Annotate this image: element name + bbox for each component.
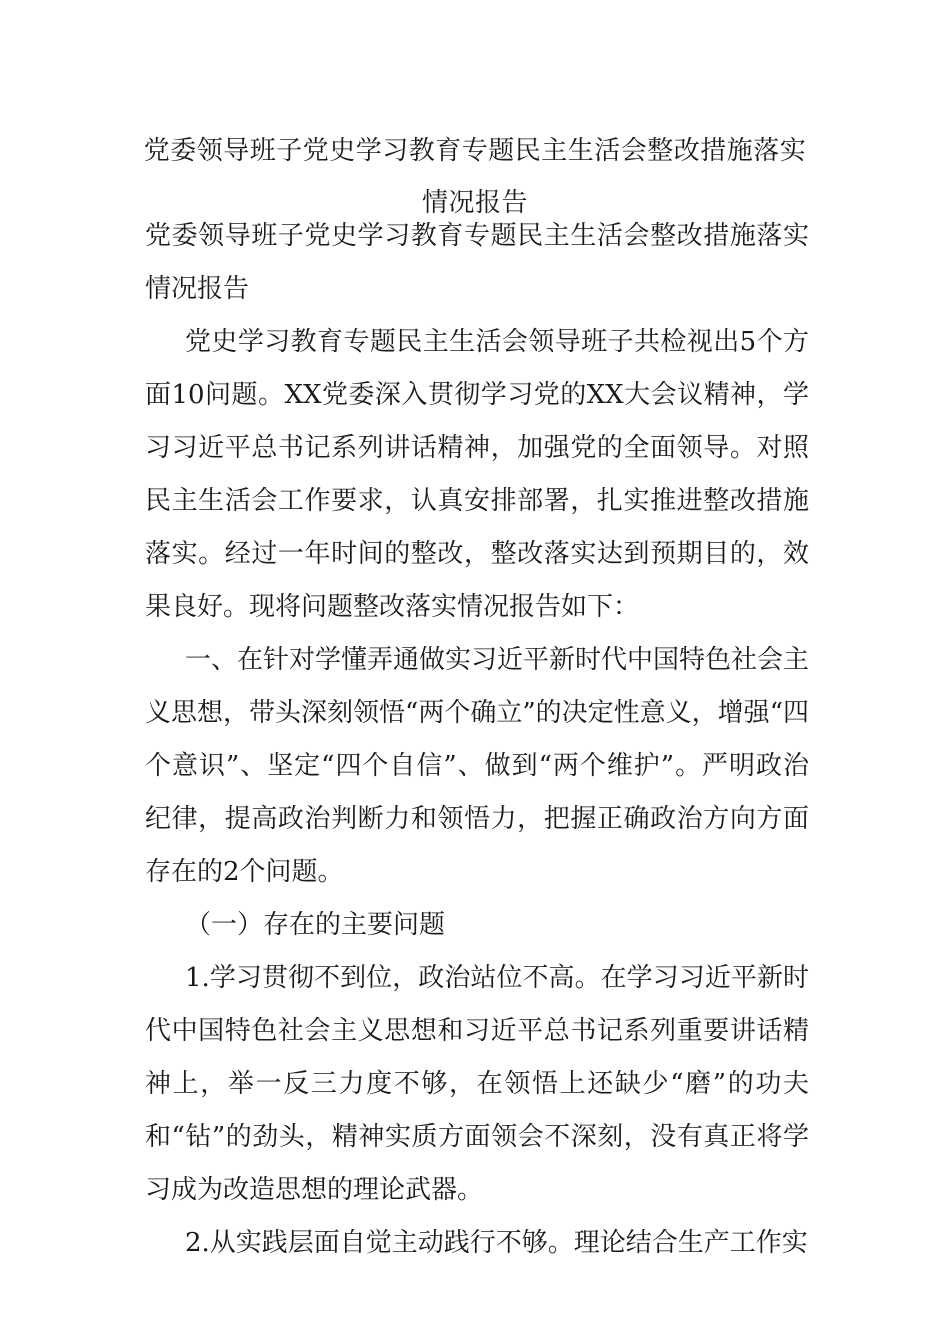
subsection-heading: （一）存在的主要问题 [185,910,446,940]
issue-one-paragraph: 1.学习贯彻不到位，政治站位不高。在学习习近平新时代中国特色社会主义思想和习近平总书记系列重要讲话精神上，举一反三力度不够，在领悟上还缺少“磨”的功夫和“钻”的劲头，精神实质方面领会不深刻，没有真正将学习成为改造思想的理论武器。 [145,963,809,1205]
document-title-line-2: 情况报告 [421,188,528,218]
document-body [145,210,809,1270]
issue-two-paragraph: 2.从实践层面自觉主动践行不够。理论结合生产工作实 [185,1228,808,1258]
repeated-title-paragraph: 党委领导班子党史学习教育专题民主生活会整改措施落实情况报告 [145,221,809,304]
intro-paragraph: 党史学习教育专题民主生活会领导班子共检视出5个方面10问题。XX党委深入贯彻学习党的XX大会议精神，学习习近平总书记系列讲话精神，加强党的全面领导。对照民主生活会工作要求，认真安排部署，扎实推进整改措施落实。经过一年时间的整改，整改落实达到预期目的，效果良好。现将问题整改落实情况报告如下： [145,327,809,622]
section-one-heading: 一、在针对学懂弄通做实习近平新时代中国特色社会主义思想，带头深刻领悟“两个确立”的决定性意义，增强“四个意识”、坚定“四个自信”、做到“两个维护”。严明政治纪律，提高政治判断力和领悟力，把握正确政治方向方面存在的2个问题。 [145,645,810,887]
document-title-line-1: 党委领导班子党史学习教育专题民主生活会整改措施落实 [143,136,807,166]
